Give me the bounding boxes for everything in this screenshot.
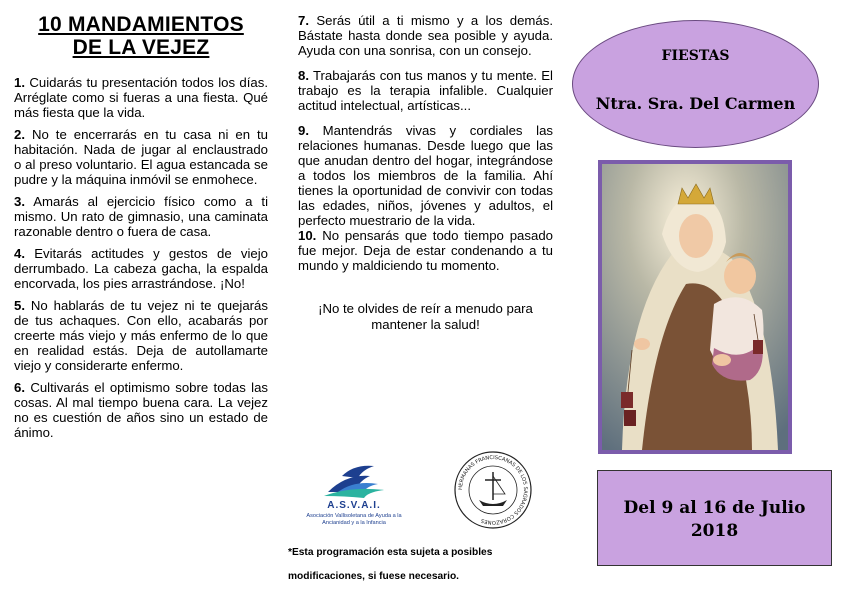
right-panel bbox=[560, 0, 842, 595]
virgin-and-child-illustration bbox=[602, 164, 788, 450]
franciscan-seal-icon bbox=[453, 450, 533, 530]
date-box bbox=[597, 470, 832, 566]
asvai-name: A.S.V.A.I. bbox=[327, 500, 381, 511]
commandment-8: 8. Trabajarás con tus manos y tu mente. El trabajo es la terapia infalible. Cualquier actitud intelectual, artísticas... bbox=[298, 68, 553, 113]
logos-area bbox=[298, 450, 553, 540]
commandment-6: 6. Cultivarás el optimismo sobre todas las cosas. Al mal tiempo buena cara. La vejez no es cuestión de años sino un estado de ánimo. bbox=[14, 380, 268, 440]
commandment-4: 4. Evitarás actitudes y gestos de viejo derrumbado. La cabeza gacha, la espalda encorvada, los pies arrastrándose. ¡No! bbox=[14, 246, 268, 291]
date-year: 2018 bbox=[690, 521, 739, 541]
fiestas-oval bbox=[572, 20, 819, 148]
asvai-waves-icon bbox=[298, 456, 410, 500]
commandment-1: 1. Cuidarás tu presentación todos los días. Arréglate como si fueras a una fiesta. Qué más fiesta que la vida. bbox=[14, 75, 268, 120]
reminder-text: ¡No te olvides de reír a menudo para mantener la salud! bbox=[318, 301, 533, 332]
virgen-del-carmen-image bbox=[598, 160, 792, 454]
fiestas-label: FIESTAS bbox=[661, 48, 730, 64]
commandment-3: 3. Amarás al ejercicio físico como a ti mismo. Un rato de gimnasio, una caminata razonable dentro o fuera de casa. bbox=[14, 194, 268, 239]
commandment-9: 9. Mantendrás vivas y cordiales las relaciones humanas. Desde luego que las que anudan dentro del hogar, integrándose a todos los miembros de la familia. Ahí tienes la oportunidad de convivir con todas las edades, niños, jóvenes y adultos, el perfecto muestrario de la vida. bbox=[298, 123, 553, 228]
commandment-7: 7. Serás útil a ti mismo y a los demás. Bástate hasta donde sea posible y ayuda. Ayuda con una sonrisa, con un consejo. bbox=[298, 13, 553, 58]
date-range: Del 9 al 16 de Julio bbox=[623, 498, 806, 518]
asvai-logo bbox=[298, 456, 410, 536]
asvai-subtitle: Asociación Vallisoletana de Ayuda a la Ancianidad y a la Infancia bbox=[306, 513, 402, 526]
commandment-5: 5. No hablarás de tu vejez ni te quejarás de tus achaques. Con ello, acabarás por creerte más viejo y más enfermo de lo que en realidad estás. Deja de autollamarte viejo y considerarte enfermo. bbox=[14, 298, 268, 373]
middle-panel bbox=[298, 0, 553, 526]
commandment-10: 10. No pensarás que todo tiempo pasado fue mejor. Deja de estar condenando a tu mundo y maldiciendo tu momento. bbox=[298, 228, 553, 273]
note-line-2: modificaciones, si fuese necesario. bbox=[288, 571, 459, 582]
left-panel bbox=[14, 0, 268, 447]
seal-text: HERMANAS FRANCISCANAS DE LOS SAGRADOS CORAZONES bbox=[457, 454, 529, 526]
commandment-2: 2. No te encerrarás en tu casa ni en tu habitación. Nada de jugar al enclaustrado o al preso voluntario. El agua estancada se pudre y la máquina inmóvil se enmohece. bbox=[14, 127, 268, 187]
note-line-1: *Esta programación esta sujeta a posibles bbox=[288, 547, 493, 558]
virgin-name: Ntra. Sra. Del Carmen bbox=[595, 94, 796, 113]
page-title: 10 MANDAMIENTOS DE LA VEJEZ bbox=[38, 13, 244, 59]
